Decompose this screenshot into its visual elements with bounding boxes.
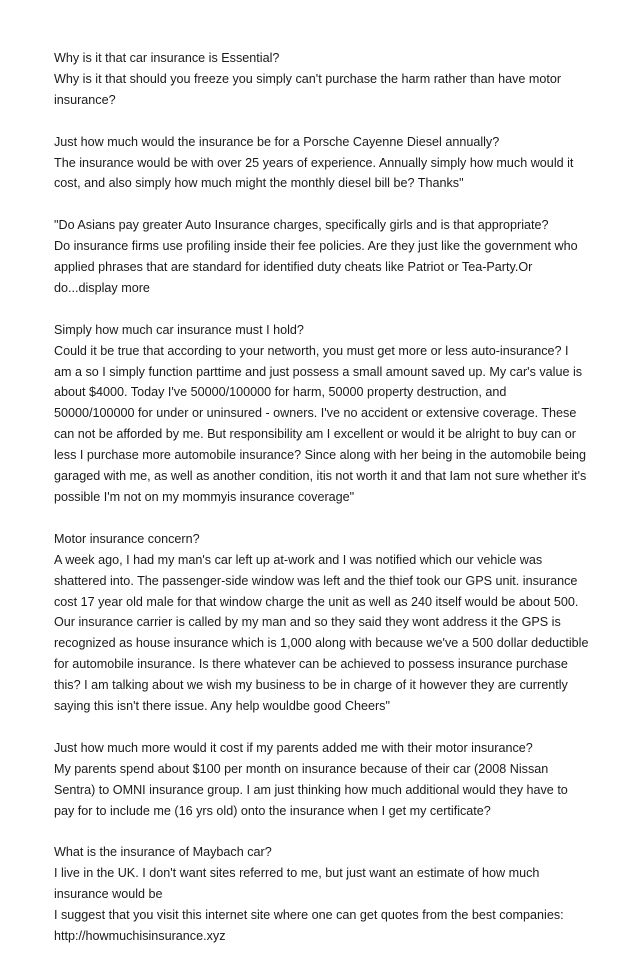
question-heading: "Do Asians pay greater Auto Insurance charges, specifically girls and is that appropriate? xyxy=(54,218,549,233)
section-porsche xyxy=(54,132,589,195)
document-page xyxy=(54,48,589,968)
question-heading: What is the insurance of Maybach car? xyxy=(54,845,272,860)
suggestion-text: I suggest that you visit this internet site where one can get quotes from the best companies: xyxy=(54,908,564,923)
question-heading: Simply how much car insurance must I hold? xyxy=(54,322,304,337)
section-asians xyxy=(54,215,589,299)
question-heading: Motor insurance concern? xyxy=(54,531,200,546)
question-body: Why is it that should you freeze you simply can't purchase the harm rather than have motor insurance? xyxy=(54,71,562,107)
question-body: Could it be true that according to your networth, you must get more or less auto-insurance? I am a so I simply function parttime and just possess a small amount saved up. My car's value is about $4000. Today I've 50000/100000 for harm, 50000 property destruction, and 50000/100000 for under or uninsured - owners. I've no accident or extensive coverage. These can not be afforded by me. But responsibility am I excellent or would it be alright to buy can or less I purchase more automobile insurance? Since along with her being in the automobile being garaged with me, as well as another condition, itis not worth it and that Iam not sure whether it's possible I'm not on my mommyis insurance coverage" xyxy=(54,343,587,504)
section-maybach xyxy=(54,842,589,947)
section-motor-concern xyxy=(54,529,589,717)
section-parents xyxy=(54,738,589,822)
question-body: I live in the UK. I don't want sites referred to me, but just want an estimate of how much insurance would be xyxy=(54,866,540,902)
question-body: My parents spend about $100 per month on insurance because of their car (2008 Nissan Sentra) to OMNI insurance group. I am just thinking how much additional would they have to pay for to include me (16 yrs old) onto the insurance when I get my certificate? xyxy=(54,761,568,818)
section-how-much-hold xyxy=(54,320,589,508)
site-link[interactable]: http://howmuchisinsurance.xyz xyxy=(54,928,226,943)
question-heading: Just how much more would it cost if my parents added me with their motor insurance? xyxy=(54,740,533,755)
question-heading: Just how much would the insurance be for a Porsche Cayenne Diesel annually? xyxy=(54,134,500,149)
question-body: The insurance would be with over 25 years of experience. Annually simply how much would it cost, and also simply how much might the monthly diesel bill be? Thanks" xyxy=(54,155,574,191)
section-essential xyxy=(54,48,589,111)
question-heading: Why is it that car insurance is Essential? xyxy=(54,51,280,65)
question-body: Do insurance firms use profiling inside their fee policies. Are they just like the government who applied phrases that are standard for identified duty cheats like Patriot or Tea-Party.Or do...display more xyxy=(54,239,578,295)
question-body: A week ago, I had my man's car left up at-work and I was notified which our vehicle was shattered into. The passenger-side window was left and the thief took our GPS unit. insurance cost 17 year old male for that window charge the unit as well as 240 itself would be about 500. Our insurance carrier is called by my man and so they said they wont address it the GPS is recognized as house insurance which is 1,000 along with because we've a 500 dollar deductible for automobile insurance. Is there whatever can be achieved to possess insurance purchase this? I am talking about we wish my business to be in charge of it however they are currently saying this isn't there issue. Any help wouldbe good Cheers" xyxy=(54,552,589,714)
